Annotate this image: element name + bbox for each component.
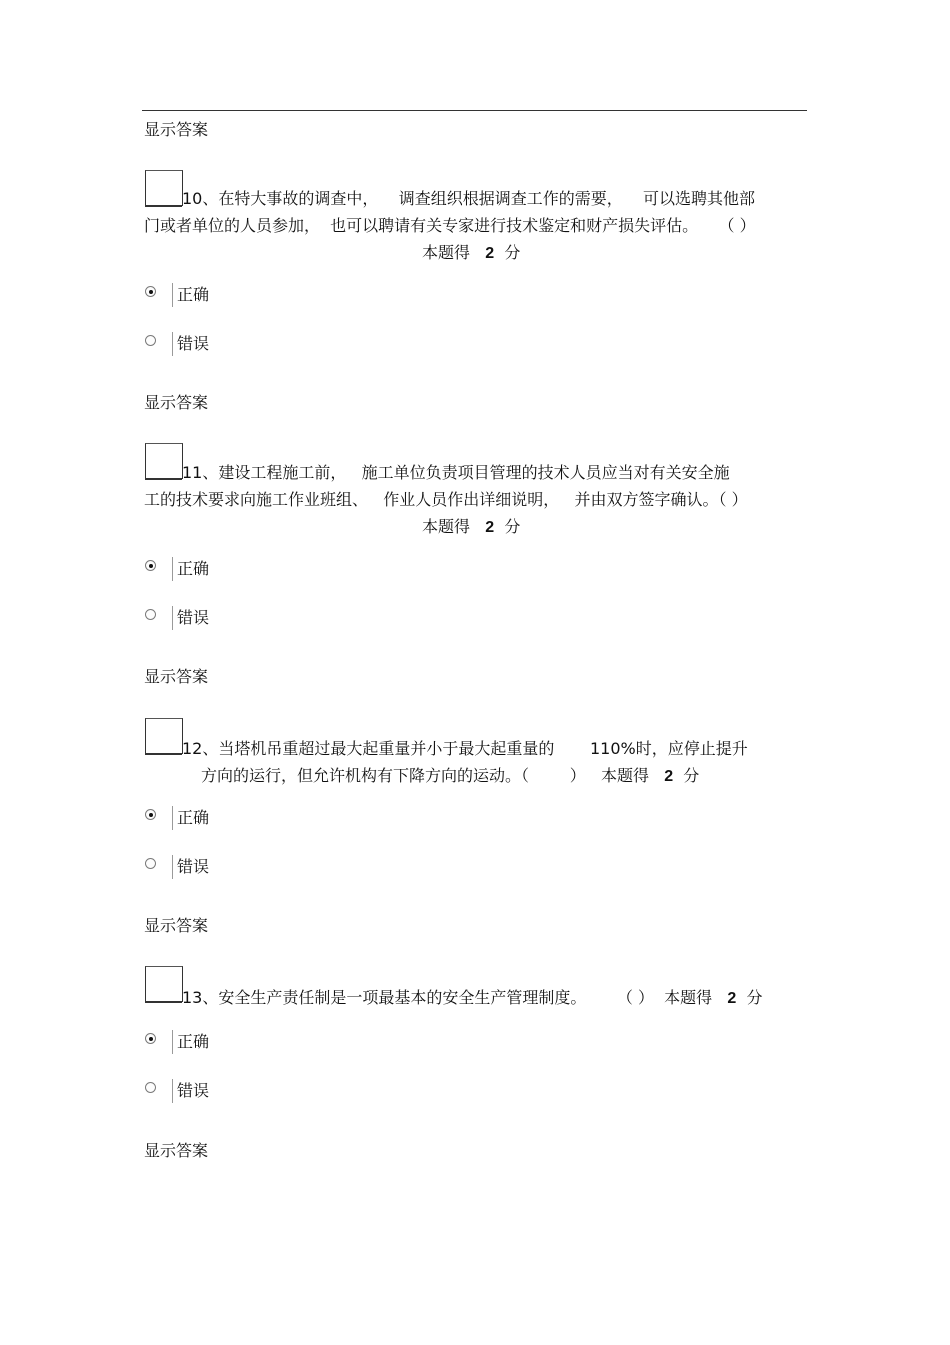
score-label: 本题得 xyxy=(422,243,471,262)
question-flag-checkbox[interactable] xyxy=(145,966,183,1002)
score-value: 2 xyxy=(485,245,495,262)
question-text-line1: 10、在特大事故的调查中， 调查组织根据调查工作的需要， 可以选聘其他部 xyxy=(182,189,756,208)
question-text-line2 xyxy=(201,765,699,788)
option-false-label: 错误 xyxy=(177,1081,210,1100)
option-divider xyxy=(172,557,173,581)
option-divider xyxy=(172,1079,173,1103)
question-flag-checkbox[interactable] xyxy=(145,443,183,479)
question-text-line1-body: 13、安全生产责任制是一项最基本的安全生产管理制度。 （ ） 本题得 xyxy=(182,988,713,1007)
question-text-line2: 工的技术要求向施工作业班组、 作业人员作出详细说明， 并由双方签字确认。（ ） xyxy=(144,490,748,509)
radio-selected-icon[interactable] xyxy=(145,560,156,571)
radio-unselected-icon[interactable] xyxy=(145,1082,156,1093)
show-answer-link[interactable]: 显示答案 xyxy=(144,120,209,139)
question-score xyxy=(422,242,520,265)
radio-unselected-icon[interactable] xyxy=(145,609,156,620)
option-false-label: 错误 xyxy=(177,334,210,353)
option-divider xyxy=(172,806,173,830)
score-unit: 分 xyxy=(504,243,521,262)
radio-selected-icon[interactable] xyxy=(145,809,156,820)
option-true-label: 正确 xyxy=(177,1032,210,1051)
option-true-label: 正确 xyxy=(177,808,210,827)
radio-unselected-icon[interactable] xyxy=(145,335,156,346)
score-value: 2 xyxy=(485,519,495,536)
option-false-label: 错误 xyxy=(177,857,210,876)
show-answer-link[interactable]: 显示答案 xyxy=(144,916,209,935)
show-answer-link[interactable]: 显示答案 xyxy=(144,1141,209,1160)
option-divider xyxy=(172,606,173,630)
show-answer-link[interactable]: 显示答案 xyxy=(144,393,209,412)
option-divider xyxy=(172,855,173,879)
question-flag-checkbox[interactable] xyxy=(145,170,183,206)
option-true-label: 正确 xyxy=(177,559,210,578)
score-unit: 分 xyxy=(683,766,700,785)
radio-unselected-icon[interactable] xyxy=(145,858,156,869)
score-unit: 分 xyxy=(504,517,521,536)
score-unit: 分 xyxy=(746,988,763,1007)
option-divider xyxy=(172,283,173,307)
option-false-label: 错误 xyxy=(177,608,210,627)
question-text-line2-body: 方向的运行，但允许机构有下降方向的运动。（ ） 本题得 xyxy=(201,766,649,785)
option-true-label: 正确 xyxy=(177,285,210,304)
radio-selected-icon[interactable] xyxy=(145,1033,156,1044)
radio-selected-icon[interactable] xyxy=(145,286,156,297)
question-text-line2: 门或者单位的人员参加， 也可以聘请有关专家进行技术鉴定和财产损失评估。 （ ） xyxy=(144,216,756,235)
question-text-line1: 11、建设工程施工前， 施工单位负责项目管理的技术人员应当对有关安全施 xyxy=(182,463,730,482)
option-divider xyxy=(172,1030,173,1054)
question-flag-checkbox[interactable] xyxy=(145,718,183,754)
question-score xyxy=(422,516,520,539)
score-value: 2 xyxy=(727,990,737,1007)
show-answer-link[interactable]: 显示答案 xyxy=(144,667,209,686)
score-label: 本题得 xyxy=(422,517,471,536)
question-text-line1 xyxy=(182,987,763,1010)
question-text-line1: 12、当塔机吊重超过最大起重量并小于最大起重量的 110%时，应停止提升 xyxy=(182,739,748,758)
option-divider xyxy=(172,332,173,356)
top-divider xyxy=(142,110,807,111)
score-value: 2 xyxy=(664,768,674,785)
